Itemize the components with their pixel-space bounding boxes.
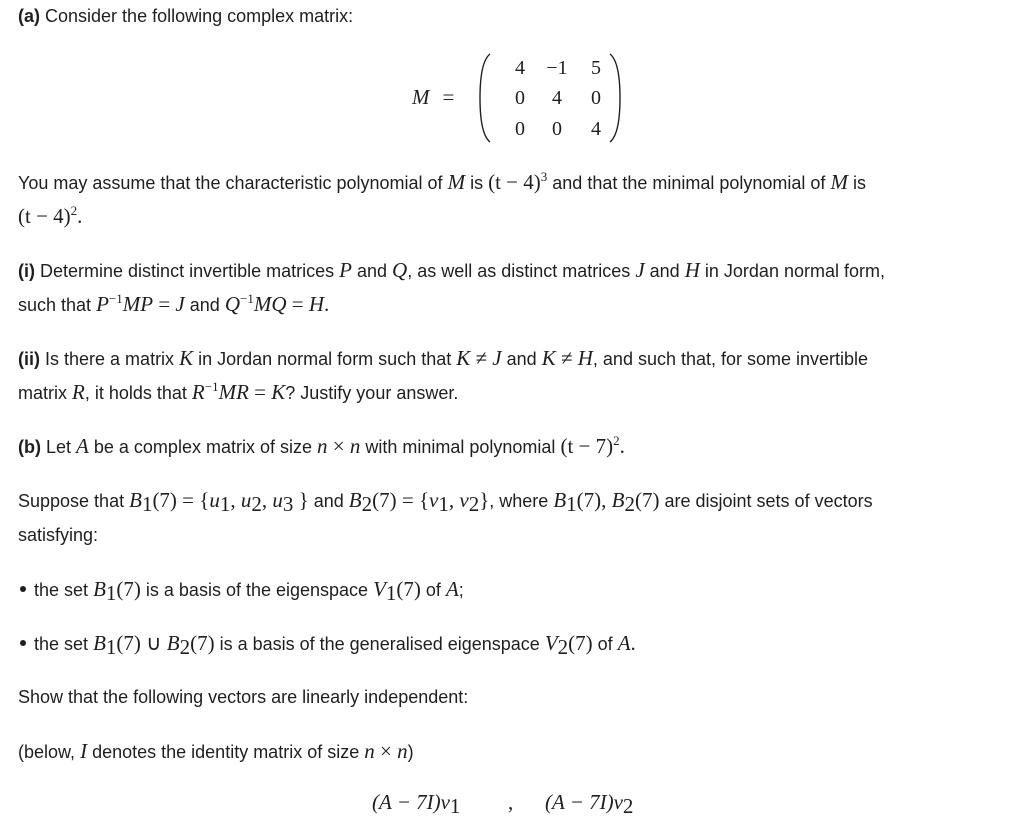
matrix-cell: 0 <box>515 87 525 109</box>
part-ii-text-6: ? Justify your answer. <box>285 383 459 403</box>
part-ii-text-5: , it holds that <box>84 383 187 403</box>
part-ii-text-1: Is there a matrix <box>45 349 175 369</box>
matrix-cell: 4 <box>515 57 525 79</box>
matrix-cell: 4 <box>591 118 601 140</box>
part-i-text-1: Determine distinct invertible matrices <box>40 261 335 281</box>
math-M: M <box>830 170 848 194</box>
part-ii-label: (ii) <box>18 349 40 369</box>
assumption-line-2: $(t - 4)^2$. <box>18 203 83 228</box>
bullet-1-text-c: of <box>425 580 441 600</box>
part-ii-text-4: matrix <box>18 383 67 403</box>
below-text-2: denotes the identity matrix of size <box>92 742 360 762</box>
suppose-line-2 <box>18 521 98 549</box>
matrix-cell: −1 <box>546 57 568 79</box>
matrix-equals: = <box>442 85 455 109</box>
char-poly-exp: 3 <box>540 169 548 184</box>
suppose-where: , where <box>489 491 549 511</box>
matrix-cell: 4 <box>552 87 562 109</box>
matrix-grid <box>498 52 616 144</box>
part-ii-text-2: in Jordan normal form such that <box>198 349 452 369</box>
part-a-intro: Consider the following complex matrix: <box>45 6 354 26</box>
part-ii-line-2: matrix R, it holds that $R^{-1}MR = K$? Justify your answer. <box>18 379 459 404</box>
part-ii-and-1: and <box>506 349 537 369</box>
part-i-and-2: and <box>649 261 680 281</box>
assumption-line-1 <box>18 168 866 197</box>
bullet-dot <box>20 640 26 646</box>
right-paren <box>608 52 622 144</box>
show-text: Show that the following vectors are linearly independent: <box>18 687 469 707</box>
matrix-name: M <box>412 85 430 109</box>
suppose-text: Suppose that <box>18 491 125 511</box>
part-b-text-2: be a complex matrix of size <box>93 437 312 457</box>
assumption-text-3: and that the minimal polynomial of <box>552 173 826 193</box>
part-b-min-poly-exp: 2 <box>613 433 620 448</box>
char-poly: (t − 4) <box>488 170 541 194</box>
bullet-2-text-c: of <box>597 634 613 654</box>
part-ii-text-3: , and such that, for some invertible <box>592 349 869 369</box>
part-i-text-3: in Jordan normal form, <box>704 261 885 281</box>
suppose-line-1: Suppose that $B_1(7) = \{u_1$, $u_2$, $u_3$ } and $B_2(7) = \{v_1$, $v_2$}, where $B_1(7)$, $B_2(7)$ are disjoint sets of vectors <box>18 488 873 516</box>
part-b-line-1: (b) Let A be a complex matrix of size n × n with minimal polynomial $(t - 7)^2$. <box>18 433 625 458</box>
bullet-2: the set $B_1(7)$ ∪ $B_2(7)$ is a basis of the generalised eigenspace $V_2(7)$ of A. <box>18 629 636 658</box>
part-ii-line-1: (ii) Is there a matrix K in Jordan normal form such that K ≠ J and K ≠ H, and such that, for some invertible <box>18 346 869 370</box>
vector-2: $(A - 7I)v_2$ <box>545 790 634 818</box>
suppose-and: and <box>313 491 344 511</box>
show-line <box>18 683 468 711</box>
math-M: M <box>447 170 466 194</box>
assumption-text-2: is <box>470 173 484 193</box>
part-i-such-that: such that <box>18 295 92 315</box>
suppose-disjoint: are disjoint sets of vectors <box>664 491 873 511</box>
bullet-1: the set $B_1(7)$ is a basis of the eigenspace $V_1(7)$ of A; <box>18 575 464 604</box>
bullet-1-text-b: is a basis of the eigenspace <box>145 580 369 600</box>
assumption-text-1: You may assume that the characteristic polynomial of <box>18 173 443 193</box>
part-b-text-3: with minimal polynomial <box>365 437 556 457</box>
matrix-label <box>412 85 454 110</box>
part-i-line-2: such that $P^{-1}MP = J$ and $Q^{-1}MQ = H$. <box>18 291 330 316</box>
matrix-cell: 0 <box>591 87 601 109</box>
below-line: (below, I denotes the identity matrix of size n × n) <box>18 739 414 763</box>
part-a-heading <box>18 2 353 30</box>
part-a-label: (a) <box>18 6 40 26</box>
satisfying-text: satisfying: <box>18 525 99 545</box>
part-i-line-1: (i) Determine distinct invertible matrices P and Q, as well as distinct matrices J and H in Jordan normal form, <box>18 258 885 282</box>
part-b-label: (b) <box>18 437 41 457</box>
matrix-cell: 5 <box>591 57 601 79</box>
min-poly: (t − 4) <box>18 204 71 228</box>
part-i-text-2: , as well as distinct matrices <box>407 261 631 281</box>
vector-2-expr: (A − 7I)v <box>545 790 623 814</box>
below-text: (below, <box>18 742 76 762</box>
left-paren <box>478 52 492 144</box>
part-i-and-3: and <box>189 295 220 315</box>
vector-1: $(A - 7I)v_1$ <box>372 790 461 818</box>
vector-comma: , <box>508 790 514 814</box>
matrix-cell: 0 <box>552 118 562 140</box>
bullet-dot <box>20 586 26 592</box>
assumption-text-4: is <box>852 173 866 193</box>
bullet-2-text-b: is a basis of the generalised eigenspace <box>219 634 540 654</box>
bullet-1-text-a: the set <box>34 580 89 600</box>
matrix-cell: 0 <box>515 118 525 140</box>
part-b-text-1: Let <box>46 437 72 457</box>
part-b-min-poly: (t − 7) <box>560 434 614 458</box>
min-poly-exp: 2 <box>70 203 78 218</box>
part-i-label: (i) <box>18 261 35 281</box>
bullet-2-text-a: the set <box>34 634 89 654</box>
vector-1-expr: (A − 7I)v <box>372 790 450 814</box>
part-i-and-1: and <box>356 261 388 281</box>
